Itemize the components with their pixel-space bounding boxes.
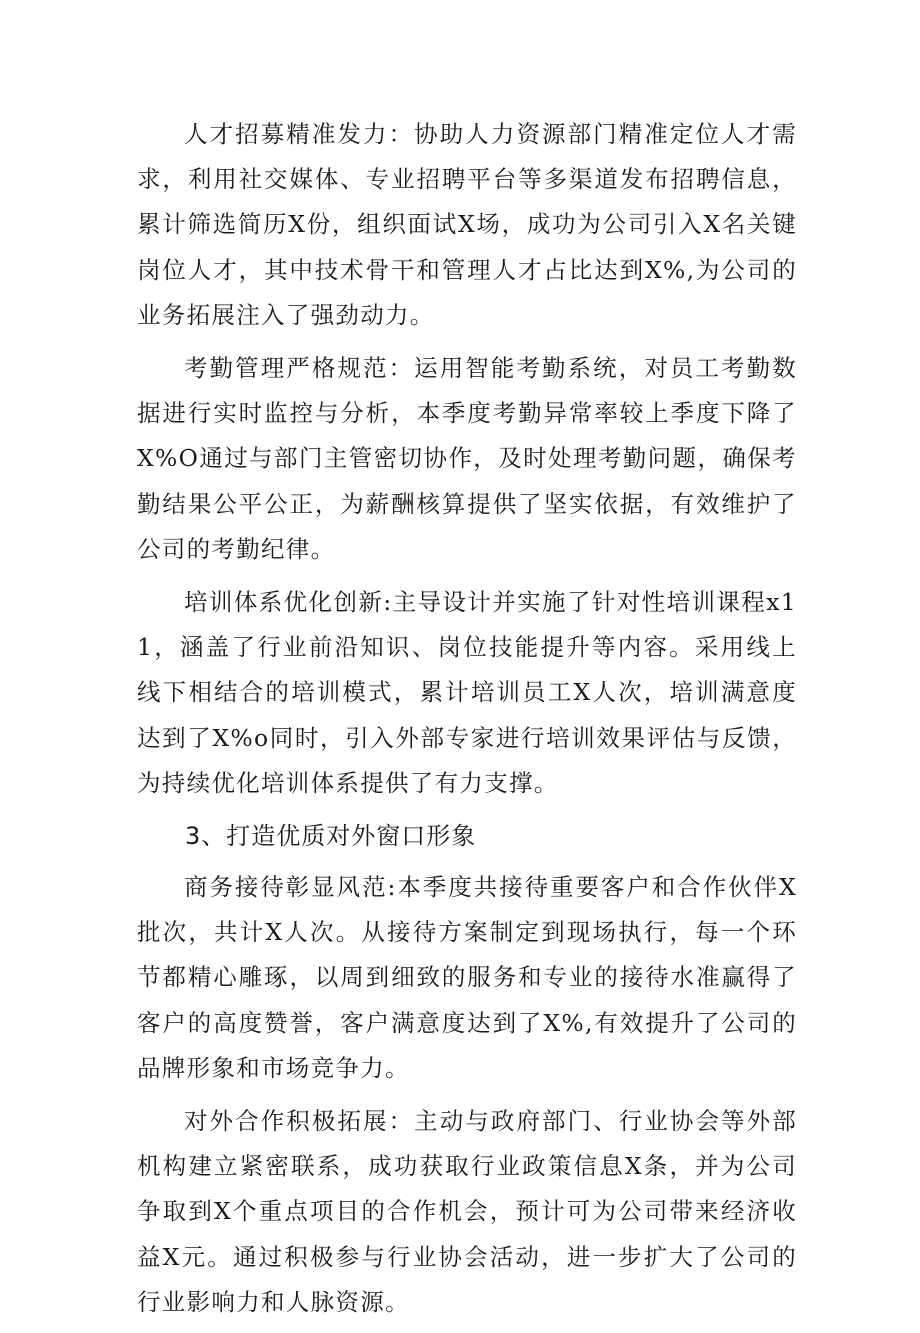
paragraph-attendance-management: 考勤管理严格规范：运用智能考勤系统，对员工考勤数据进行实时监控与分析，本季度考勤异常率较上季度下降了X%O通过与部门主管密切协作，及时处理考勤问题，确保考勤结果公平公正，为薪酬核算提供了坚实依据，有效维护了公司的考勤纪律。 <box>137 354 797 563</box>
section-heading: 3、打造优质对外窗口形象 <box>185 822 477 851</box>
paragraph-talent-recruitment: 人才招募精准发力：协助人力资源部门精准定位人才需求，利用社交媒体、专业招聘平台等多渠道发布招聘信息，累计筛选简历X份，组织面试X场，成功为公司引入X名关键岗位人才，其中技术骨干和管理人才占比达到X%,为公司的业务拓展注入了强劲动力。 <box>137 120 797 329</box>
paragraph-external-cooperation: 对外合作积极拓展：主动与政府部门、行业协会等外部机构建立紧密联系，成功获取行业政策信息X条，并为公司争取到X个重点项目的合作机会，预计可为公司带来经济收益X元。通过积极参与行业协会活动，进一步扩大了公司的行业影响力和人脉资源。 <box>137 1107 797 1316</box>
document-page <box>137 112 797 1333</box>
paragraph-training-system: 培训体系优化创新:主导设计并实施了针对性培训课程x11，涵盖了行业前沿知识、岗位技能提升等内容。采用线上线下相结合的培训模式，累计培训员工X人次，培训满意度达到了X%o同时，引入外部专家进行培训效果评估与反馈，为持续优化培训体系提供了有力支撑。 <box>137 588 797 797</box>
paragraph-business-reception: 商务接待彰显风范:本季度共接待重要客户和合作伙伴X批次，共计X人次。从接待方案制定到现场执行，每一个环节都精心雕琢，以周到细致的服务和专业的接待水准赢得了客户的高度赞誉，客户满意度达到了X%,有效提升了公司的品牌形象和市场竞争力。 <box>137 873 797 1082</box>
